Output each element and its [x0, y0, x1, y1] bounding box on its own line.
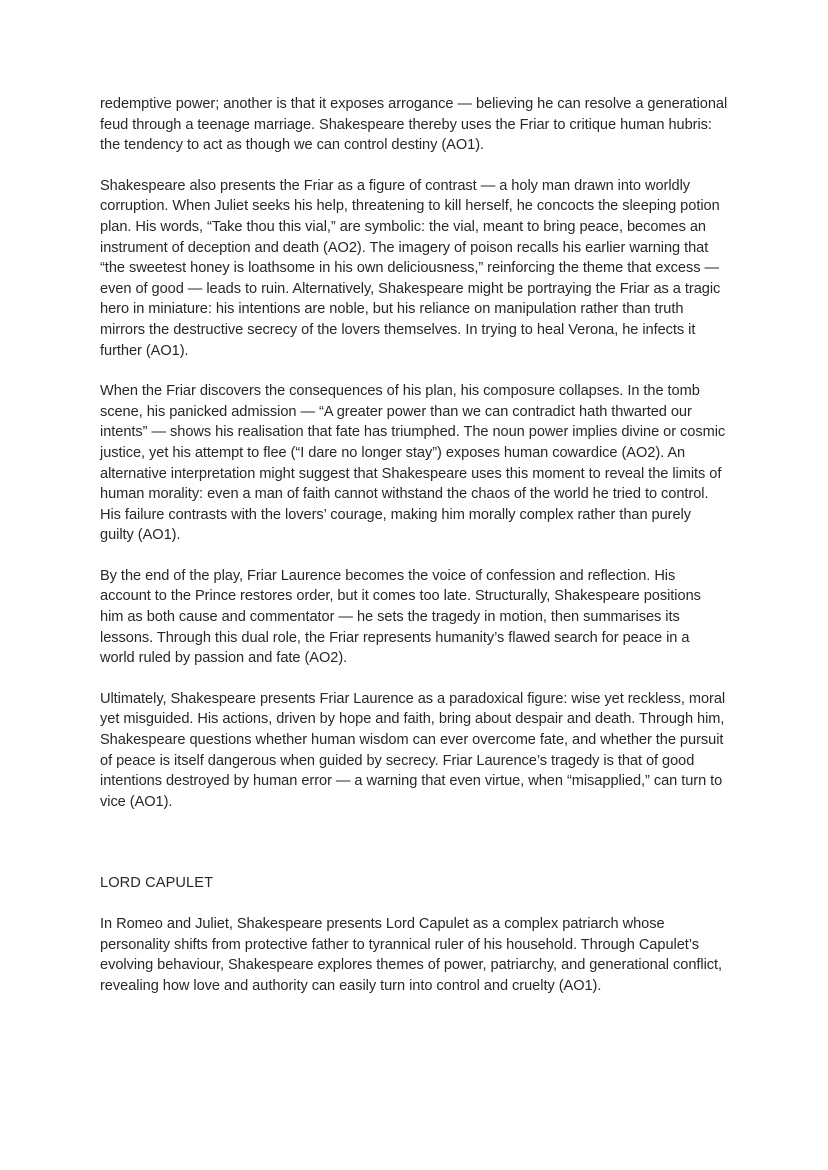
- paragraph-voice-of-confession: By the end of the play, Friar Laurence becomes the voice of confession and reflection. His account to the Prince restores order, but it comes too late. Structurally, Shakespeare positions him as both cause and commentator — he sets the tragedy in motion, then summarises its lessons. Through this dual role, the Friar represents humanity’s flawed search for peace in a world ruled by passion and fate (AO2).: [100, 567, 701, 667]
- paragraph-friar-figure-of-contrast: Shakespeare also presents the Friar as a figure of contrast — a holy man drawn into worldly corruption. When Juliet seeks his help, threatening to kill herself, he concocts the sleeping potion plan. His words, “Take thou this vial,” are symbolic: the vial, meant to bring peace, becomes an instrument of deception and death (AO2). The imagery of poison recalls his earlier warning that “the sweetest honey is loathsome in his own deliciousness,” reinforcing the theme that excess — even of good — leads to ruin. Alternatively, Shakespeare might be portraying the Friar as a tragic hero in miniature: his intentions are noble, but his reliance on manipulation rather than truth mirrors the destructive secrecy of the lovers themselves. In trying to heal Verona, he infects it further (AO1).: [100, 177, 721, 359]
- paragraph-lord-capulet-intro: In Romeo and Juliet, Shakespeare presents Lord Capulet as a complex patriarch whose personality shifts from protective father to tyrannical ruler of his household. Through Capulet’s evolving behaviour, Shakespeare explores themes of power, patriarchy, and generational conflict, revealing how love and authority can easily turn into control and cruelty (AO1).: [100, 916, 723, 994]
- section-heading-lord-capulet: LORD CAPULET: [100, 875, 214, 892]
- paragraph-paradoxical-figure: Ultimately, Shakespeare presents Friar Laurence as a paradoxical figure: wise yet reckless, moral yet misguided. His actions, driven by hope and faith, bring about despair and death. Through him, Shakespeare questions whether human wisdom can ever overcome fate, and whether the pursuit of peace is itself dangerous when guided by secrecy. Friar Laurence’s tragedy is that of good intentions destroyed by human error — a warning that even virtue, when “misapplied,” can turn to vice (AO1).: [100, 690, 726, 810]
- paragraph-redemptive-power: redemptive power; another is that it exposes arrogance — believing he can resolve a generational feud through a teenage marriage. Shakespeare thereby uses the Friar to critique human hubris: the tendency to act as though we can control destiny (AO1).: [100, 96, 728, 154]
- paragraph-tomb-scene-composure: When the Friar discovers the consequences of his plan, his composure collapses. In the tomb scene, his panicked admission — “A greater power than we can contradict hath thwarted our intents” — shows his realisation that fate has triumphed. The noun power implies divine or cosmic justice, yet his attempt to flee (“I dare no longer stay”) exposes human cowardice (AO2). An alternative interpretation might suggest that Shakespeare uses this moment to reveal the limits of human morality: even a man of faith cannot withstand the chaos of the world he tried to control. His failure contrasts with the lovers’ courage, making him morally complex rather than purely guilty (AO1).: [100, 383, 726, 544]
- document-body: [100, 94, 728, 996]
- section-spacer: [100, 832, 728, 873]
